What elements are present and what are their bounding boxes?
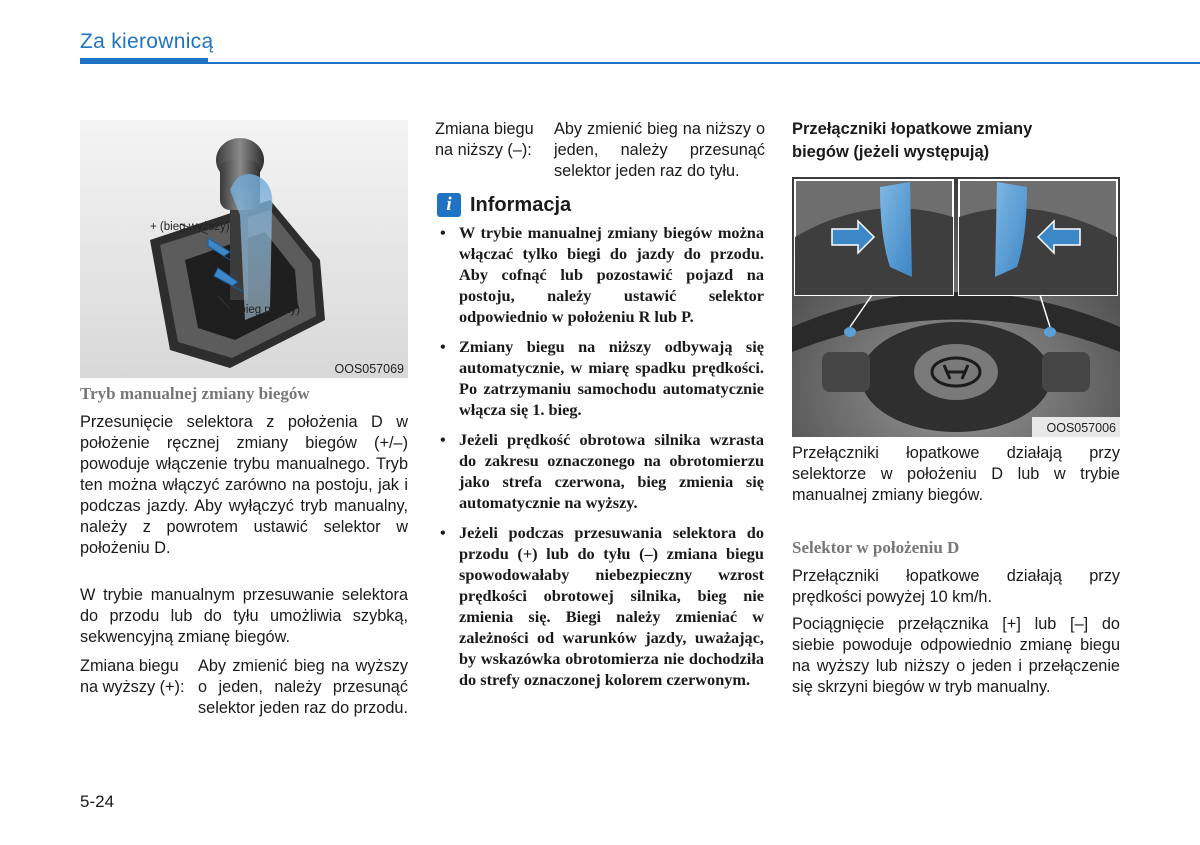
section-title: Za kierownicą	[80, 30, 214, 53]
info-bullet-list	[437, 222, 764, 699]
downshift-description: Aby zmienić bieg na niższy o jeden, należy przesunąć selektor jeden raz do tyłu.	[554, 120, 765, 180]
selector-d-heading: Selektor w położeniu D	[792, 538, 960, 557]
selector-d-speed-paragraph: Przełączniki łopatkowe działają przy prędkości powyżej 10 km/h.	[792, 567, 1120, 606]
paddle-shifters-paragraph: Przełączniki łopatkowe działają przy selektorze w położeniu D lub w trybie manualnej zmiany biegów.	[792, 444, 1120, 504]
callout-upshift: + (bieg wyższy)	[150, 221, 230, 233]
info-title: Informacja	[470, 193, 572, 216]
page-number: 5-24	[80, 792, 115, 811]
gear-selector-illustration	[80, 120, 408, 378]
manual-mode-heading: Tryb manualnej zmiany biegów	[80, 384, 310, 403]
paddle-shifters-heading: Przełączniki łopatkowe zmiany biegów (jeżeli występują)	[792, 120, 1033, 161]
figure-code: OOS057006	[1046, 421, 1116, 435]
header-rule	[80, 62, 1200, 64]
info-icon: i	[437, 193, 461, 217]
header-rule-accent	[80, 58, 208, 64]
upshift-term: Zmiana biegu na wyższy (+):	[80, 657, 185, 696]
list-item: • Jeżeli prędkość obrotowa silnika wzrasta do zakresu oznaczonego na obrotomierzu jako strefa czerwona, bieg zmienia się automatycznie na wyższy.	[437, 429, 764, 513]
info-box-header	[437, 192, 571, 218]
steering-wheel-illustration	[792, 177, 1120, 437]
manual-sequential-paragraph: W trybie manualnym przesuwanie selektora do przodu lub do tyłu umożliwia szybką, sekwencyjną zmianę biegów.	[80, 586, 408, 646]
upshift-description: Aby zmienić bieg na wyższy o jeden, należy przesunąć selektor jeden raz do przodu.	[198, 657, 408, 717]
figure-code: OOS057069	[334, 362, 404, 376]
selector-d-pull-paragraph: Pociągnięcie przełącznika [+] lub [–] do siebie powoduje odpowiednio zmianę biegu na wyższy lub niższy o jeden i przełączenie się skrzyni biegów w tryb manualny.	[792, 615, 1120, 696]
upshift-definition	[80, 656, 408, 740]
downshift-definition	[435, 119, 765, 183]
list-item: • Jeżeli podczas przesuwania selektora do przodu (+) lub do tyłu (–) zmiana biegu spowodowałaby niebezpieczny wzrost prędkości obrotowej silnika, bieg nie zmienia się. Biegi należy zmieniać w zależności od warunków jazdy, uważając, by wskazówka obrotomierza nie dochodziła do strefy oznaczonej kolorem czerwonym.	[437, 522, 764, 690]
gear-selector-figure	[80, 120, 408, 378]
list-item: • W trybie manualnej zmiany biegów można włączać tylko biegi do jazdy do przodu. Aby cofnąć lub pozostawić pojazd na postoju, należy ustawić selektor odpowiednio w położeniu R lub P.	[437, 222, 764, 327]
paddle-shifters-figure	[792, 177, 1120, 437]
list-item: • Zmiany biegu na niższy odbywają się automatycznie, w miarę spadku prędkości. Po zatrzymaniu samochodu automatycznie włącza się 1. bieg.	[437, 336, 764, 420]
callout-downshift: – (bieg niższy)	[226, 304, 301, 316]
manual-mode-paragraph: Przesunięcie selektora z położenia D w położenie ręcznej zmiany biegów (+/–) powoduje włączenie trybu manualnego. Tryb ten można włączyć zarówno na postoju, jak i podczas jazdy. Aby wyłączyć tryb manualny, należy z powrotem ustawić selektor w położeniu D.	[80, 413, 408, 557]
downshift-term: Zmiana biegu na niższy (–):	[435, 120, 534, 159]
